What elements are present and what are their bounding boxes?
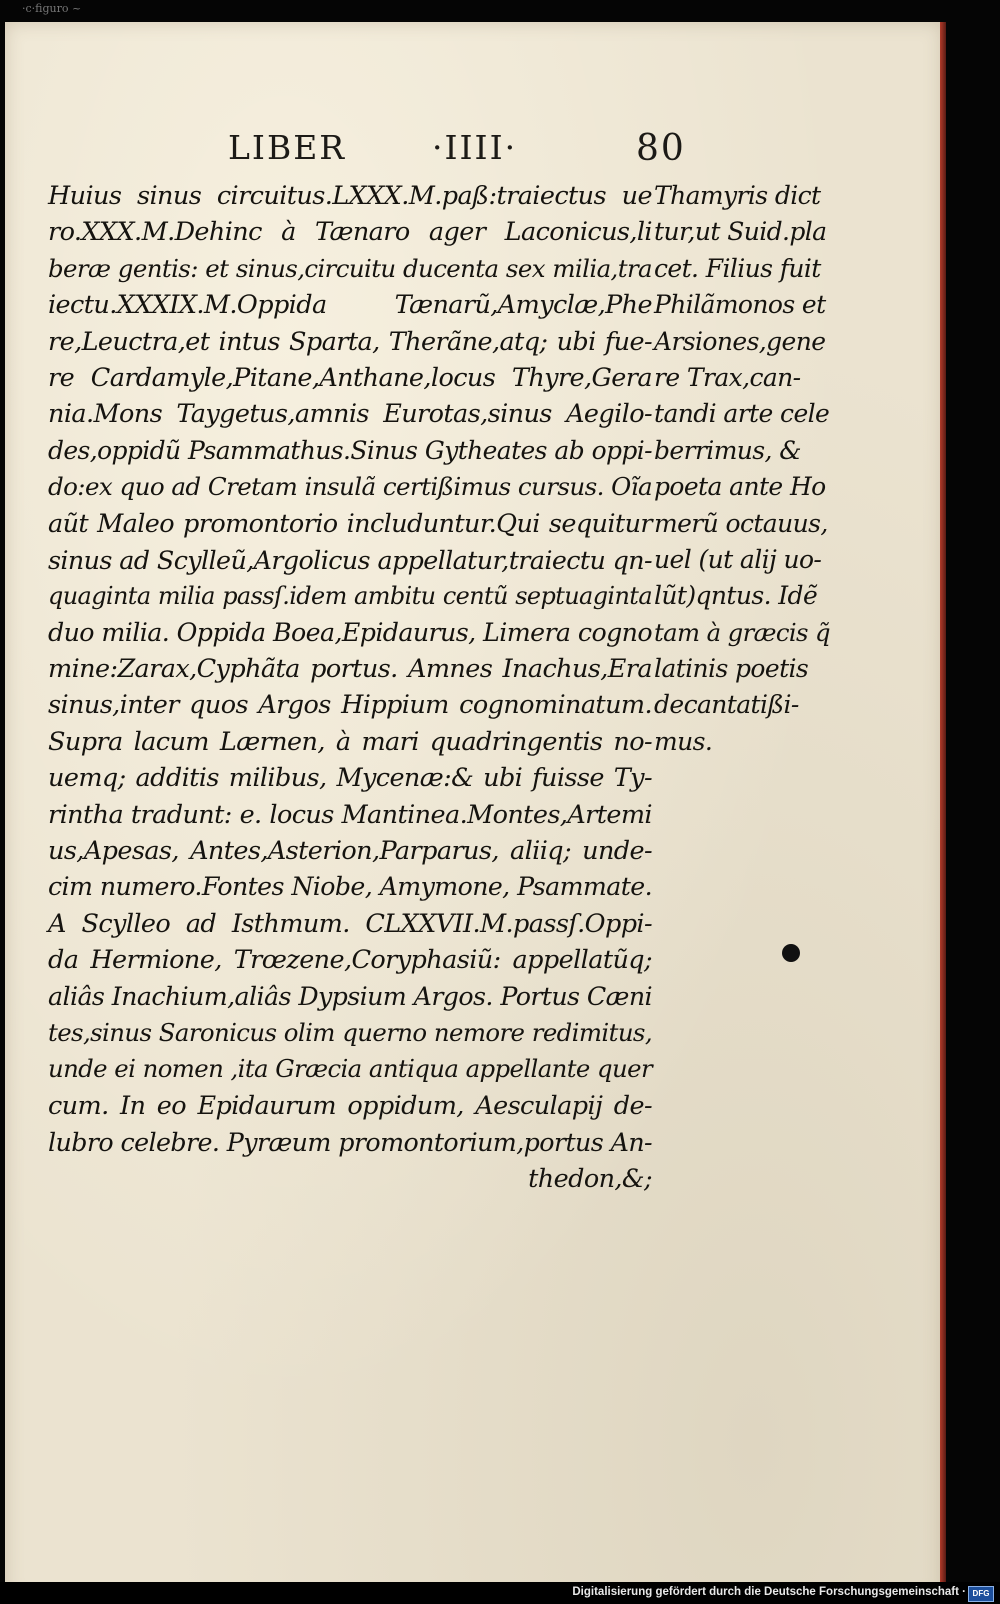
scan-mark: ·c·figuro ~ [22, 2, 82, 15]
marginal-line: re Trax,can- [654, 362, 801, 392]
text-line: rintha tradunt: e. locus Mantinea.Montes,Artemi [48, 799, 652, 830]
text-line: iectu.XXXIX.M.Oppida Tænarũ,Amyclæ,Phe [48, 290, 652, 321]
ink-blot [782, 944, 800, 962]
text-line: mine:Zarax,Cyphãta portus. Amnes Inachus,Era [48, 654, 652, 685]
text-line: thedon,&; [528, 1163, 652, 1194]
text-line: sinus ad Scylleũ,Argolicus appellatur,traiectu qn- [48, 544, 652, 575]
marginal-line: mus. [654, 726, 713, 756]
marginal-line: poeta ante Ho [654, 472, 826, 502]
text-line: ro.XXX.M.Dehinc à Tænaro ager Laconicus,li [48, 217, 652, 248]
marginal-line: tandi arte cele [654, 399, 830, 429]
text-line: beræ gentis: et sinus,circuitu ducenta sex milia,tra [48, 253, 652, 283]
marginal-line: tam à græcis q̃ [654, 617, 830, 647]
dfg-logo: DFG [968, 1586, 994, 1602]
marginal-line: latinis poetis [654, 654, 809, 684]
text-line: tes,sinus Saronicus olim querno nemore redimitus, [48, 1017, 652, 1047]
marginal-line: uel (ut alij uo- [654, 544, 822, 574]
marginal-line: cet. Filius fuit [654, 253, 821, 283]
main-text-block [48, 178, 652, 1197]
text-line: des,oppidũ Psammathus.Sinus Gytheates ab oppi- [48, 435, 652, 465]
text-line: quaginta milia passſ.idem ambitu centũ septuaginta [48, 582, 652, 611]
text-line: cum. In eo Epidaurum oppidum, Aesculapij de- [48, 1090, 652, 1121]
marginal-line: lũt)qntus. Idẽ [654, 581, 818, 611]
text-line: uemq; additis milibus, Mycenæ:& ubi fuisse Ty- [48, 763, 652, 794]
text-line: lubro celebre. Pyræum promontorium,portus An- [48, 1127, 652, 1158]
text-line: aliâs Inachium,aliâs Dypsium Argos. Portus Cæni [48, 981, 652, 1011]
marginal-line: tur,ut Suid.pla [654, 217, 827, 247]
marginal-note [654, 178, 830, 760]
text-line: unde ei nomen ,ita Græcia antiqua appellante quer [48, 1054, 652, 1084]
footer-credit: Digitalisierung gefördert durch die Deutsche Forschungsgemeinschaft · [572, 1586, 966, 1598]
text-line: sinus,inter quos Argos Hippium cognominatum. [48, 690, 652, 721]
running-head-title: LIBER [228, 128, 347, 167]
folio-number: 80 [636, 128, 686, 169]
marginal-line: merũ octauus, [654, 508, 828, 538]
text-line: Supra lacum Lærnen, à mari quadringentis no- [48, 726, 652, 757]
text-line: nia.Mons Taygetus,amnis Eurotas,sinus Aegilo- [48, 399, 652, 430]
text-line: A Scylleo ad Isthmum. CLXXVII.M.passſ.Oppi- [48, 908, 652, 939]
running-head-book-number: ·IIII· [432, 128, 518, 167]
text-line: re,Leuctra,et intus Sparta, Therãne,atq; ubi fue- [48, 326, 652, 357]
text-line: Huius sinus circuitus.LXXX.M.paß:traiectus ue [48, 181, 652, 211]
text-line: duo milia. Oppida Boea,Epidaurus, Limera cogno [48, 617, 652, 647]
page-edge [940, 22, 946, 1600]
text-line: da Hermione, Trœzene,Coryphasiũ: appellatũq; [48, 945, 652, 976]
marginal-line: berrimus, & [654, 435, 801, 465]
text-line: us,Apesas, Antes,Asterion,Parparus, aliiq; unde- [48, 836, 652, 867]
marginal-line: Thamyris dict [654, 181, 821, 210]
text-line: do:ex quo ad Cretam insulã certißimus cursus. Oĩa [48, 472, 652, 502]
text-line: re Cardamyle,Pitane,Anthane,locus Thyre,Gera [48, 362, 652, 393]
marginal-line: decantatißi- [654, 690, 799, 720]
marginal-line: Arsiones,gene [654, 326, 826, 356]
text-line: cim numero.Fontes Niobe, Amymone, Psammate. [48, 872, 652, 902]
text-line: aũt Maleo promontorio includuntur.Qui sequitur [48, 508, 652, 539]
marginal-line: Philãmonos et [654, 290, 826, 320]
